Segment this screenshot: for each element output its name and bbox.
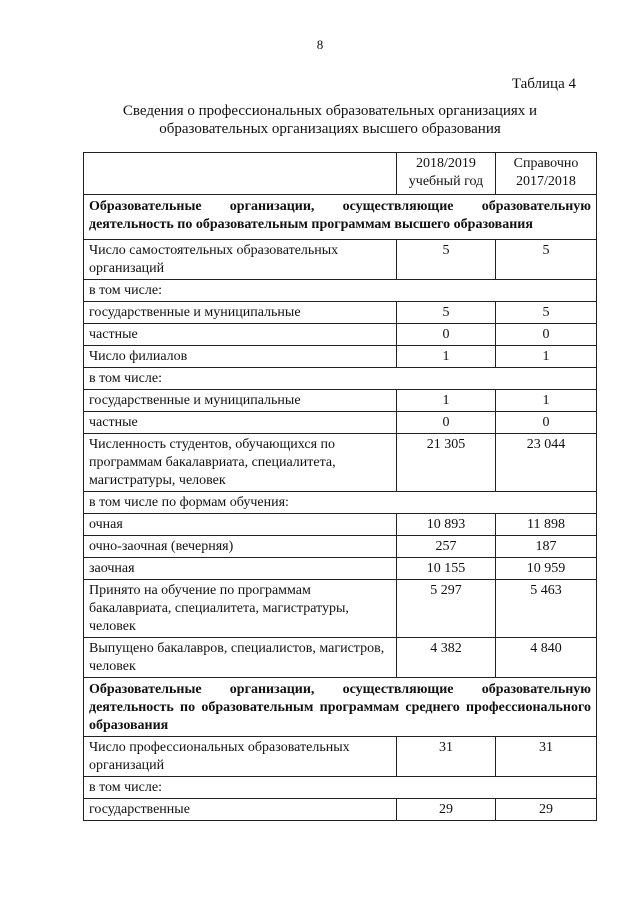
value-reference-year-cell: 5: [496, 302, 597, 324]
value-reference-year-cell: 11 898: [496, 514, 597, 536]
value-current-year-cell: 1: [397, 390, 496, 412]
value-reference-year-cell: 0: [496, 412, 597, 434]
table-row: [84, 514, 597, 536]
value-current-year-cell: 10 893: [397, 514, 496, 536]
document-title: [60, 102, 600, 138]
table-caption: Таблица 4: [511, 76, 576, 92]
value-reference-year-cell: 1: [496, 346, 597, 368]
row-label-cell: Выпущено бакалавров, специалистов, магистров, человек: [84, 638, 397, 678]
value-current-year-cell: 257: [397, 536, 496, 558]
header-col-reference-year: Справочно 2017/2018: [496, 153, 597, 195]
value-reference-year-cell: 23 044: [496, 434, 597, 492]
value-reference-year-cell: 29: [496, 799, 597, 821]
title-line-2: образовательных организациях высшего образования: [159, 121, 501, 137]
table-row: [84, 302, 597, 324]
table-row: [84, 434, 597, 492]
value-reference-year-cell: 0: [496, 324, 597, 346]
table-row: [84, 580, 597, 638]
value-current-year-cell: 5: [397, 240, 496, 280]
row-label-cell: государственные и муниципальные: [84, 302, 397, 324]
table-row: [84, 390, 597, 412]
row-label-cell: Число филиалов: [84, 346, 397, 368]
table-row: [84, 368, 597, 390]
subheading-cell: в том числе:: [84, 368, 597, 390]
section-header-row: [84, 195, 597, 240]
header-col-current-year: 2018/2019 учебный год: [397, 153, 496, 195]
table-row: [84, 492, 597, 514]
value-current-year-cell: 0: [397, 324, 496, 346]
table-header-row: [84, 153, 597, 195]
value-reference-year-cell: 5: [496, 240, 597, 280]
row-label-cell: государственные и муниципальные: [84, 390, 397, 412]
section-header-row: [84, 678, 597, 737]
table-row: [84, 240, 597, 280]
value-current-year-cell: 0: [397, 412, 496, 434]
value-reference-year-cell: 5 463: [496, 580, 597, 638]
section-title: Образовательные организации, осуществляющие образовательную деятельность по образовательным программам высшего образования: [84, 195, 597, 240]
section-title: Образовательные организации, осуществляющие образовательную деятельность по образовательным программам среднего профессионального образования: [84, 678, 597, 737]
value-current-year-cell: 21 305: [397, 434, 496, 492]
row-label-cell: заочная: [84, 558, 397, 580]
row-label-cell: Число профессиональных образовательных организаций: [84, 737, 397, 777]
row-label-cell: очно-заочная (вечерняя): [84, 536, 397, 558]
value-reference-year-cell: 187: [496, 536, 597, 558]
table-row: [84, 558, 597, 580]
value-current-year-cell: 31: [397, 737, 496, 777]
subheading-cell: в том числе по формам обучения:: [84, 492, 597, 514]
row-label-cell: Численность студентов, обучающихся по программам бакалавриата, специалитета, магистратуры, человек: [84, 434, 397, 492]
title-line-1: Сведения о профессиональных образовательных организациях и: [122, 103, 538, 119]
table-row: [84, 324, 597, 346]
statistics-table: [83, 152, 597, 821]
value-reference-year-cell: 4 840: [496, 638, 597, 678]
row-label-cell: государственные: [84, 799, 397, 821]
subheading-cell: в том числе:: [84, 280, 597, 302]
value-current-year-cell: 5 297: [397, 580, 496, 638]
value-reference-year-cell: 31: [496, 737, 597, 777]
header-label-cell: [84, 153, 397, 195]
row-label-cell: Число самостоятельных образовательных организаций: [84, 240, 397, 280]
table-row: [84, 737, 597, 777]
table-body: [84, 195, 597, 821]
page-number: 8: [316, 37, 324, 52]
row-label-cell: частные: [84, 412, 397, 434]
value-current-year-cell: 29: [397, 799, 496, 821]
table-row: [84, 777, 597, 799]
table-row: [84, 346, 597, 368]
value-current-year-cell: 1: [397, 346, 496, 368]
subheading-cell: в том числе:: [84, 777, 597, 799]
table-row: [84, 638, 597, 678]
row-label-cell: Принято на обучение по программам бакалавриата, специалитета, магистратуры, человек: [84, 580, 397, 638]
value-reference-year-cell: 1: [496, 390, 597, 412]
table-row: [84, 280, 597, 302]
value-current-year-cell: 10 155: [397, 558, 496, 580]
value-reference-year-cell: 10 959: [496, 558, 597, 580]
row-label-cell: частные: [84, 324, 397, 346]
value-current-year-cell: 5: [397, 302, 496, 324]
row-label-cell: очная: [84, 514, 397, 536]
value-current-year-cell: 4 382: [397, 638, 496, 678]
table-row: [84, 799, 597, 821]
table-row: [84, 412, 597, 434]
table-row: [84, 536, 597, 558]
